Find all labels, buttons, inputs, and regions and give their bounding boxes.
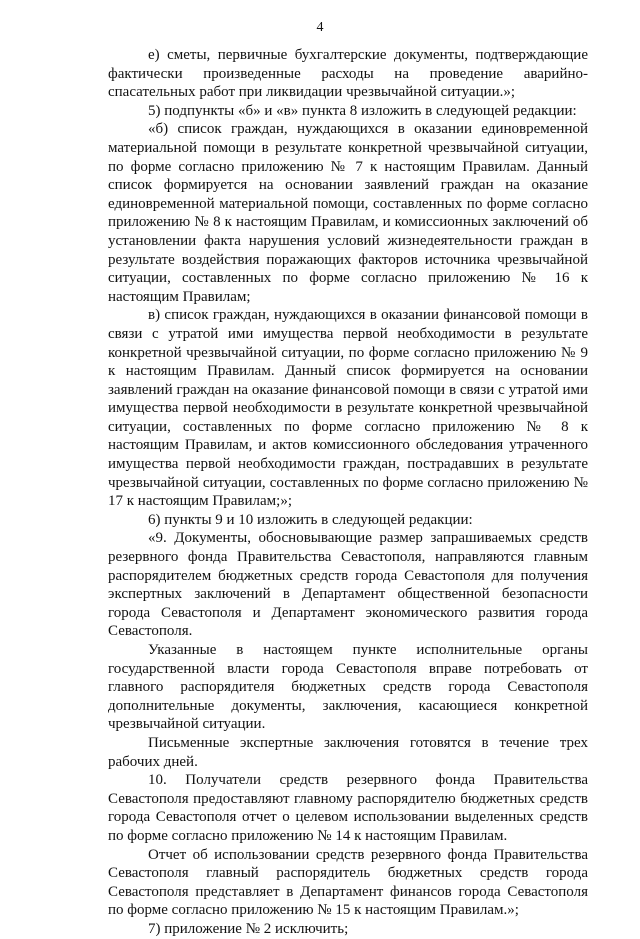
paragraph-authorities: Указанные в настоящем пункте исполнительные органы государственной власти города Севастополя вправе потребовать от главного распорядителя бюджетных средств города Севастополя дополнительные документы, заключения, касающиеся конкретной чрезвычайной ситуации. [108,642,588,733]
paragraph-e-estimates: е) сметы, первичные бухгалтерские документы, подтверждающие фактически произведенные расходы на проведение аварийно-спасательных работ при ликвидации чрезвычайной ситуации.»; [108,47,588,101]
paragraph-point-10: 10. Получатели средств резервного фонда Правительства Севастополя предоставляют главному распорядителю бюджетных средств города Севастополя отчет о целевом использовании выделенных средств по форме согласно приложению № 14 к настоящим Правилам. [108,772,588,844]
paragraph-item-7: 7) приложение № 2 исключить; [148,920,349,937]
paragraph-subitem-b: «б) список граждан, нуждающихся в оказании единовременной материальной помощи в результате конкретной чрезвычайной ситуации, по форме согласно приложению № 7 к настоящим Правилам. Данный список формируется на основании заявлений граждан на оказание единовременной материальной помощи, составленных по форме согласно приложению № 8 к настоящим Правилам, и комиссионных заключений об установлении факта нарушения условий жизнедеятельности граждан в результате воздействия поражающих факторов источника чрезвычайной ситуации, составленных по форме согласно приложению № 16 к настоящим Правилам; [108,121,588,305]
paragraph-item-5: 5) подпункты «б» и «в» пункта 8 изложить в следующей редакции: [148,102,577,119]
page-number: 4 [316,20,324,35]
paragraph-point-9: «9. Документы, обосновывающие размер запрашиваемых средств резервного фонда Правительства Севастополя, направляются главным распорядителем бюджетных средств города Севастополя для получения экспертных заключений в Департамент общественной безопасности города Севастополя и Департамент экономического развития города Севастополя. [108,530,588,640]
paragraph-subitem-v: в) список граждан, нуждающихся в оказании финансовой помощи в связи с утратой ими имущества первой необходимости в результате конкретной чрезвычайной ситуации, по форме согласно приложению № 9 к настоящим Правилам. Данный список формируется на основании заявлений граждан на оказание финансовой помощи в связи с утратой ими имущества первой необходимости в результате конкретной чрезвычайной ситуации, составленных по форме согласно приложению № 8 к настоящим Правилам, и актов комиссионного обследования утраченного имущества первой необходимости граждан, пострадавших в результате чрезвычайной ситуации, составленных по форме согласно приложению № 17 к настоящим Правилам;»; [108,307,588,510]
paragraph-report: Отчет об использовании средств резервного фонда Правительства Севастополя главный распорядитель бюджетных средств города Севастополя представляет в Департамент финансов города Севастополя по форме согласно приложению № 15 к настоящим Правилам.»; [108,846,588,919]
paragraph-expert-conclusions: Письменные экспертные заключения готовятся в течение трех рабочих дней. [108,734,588,770]
document-body [108,46,588,939]
paragraph-item-6: 6) пункты 9 и 10 изложить в следующей редакции: [148,511,473,528]
